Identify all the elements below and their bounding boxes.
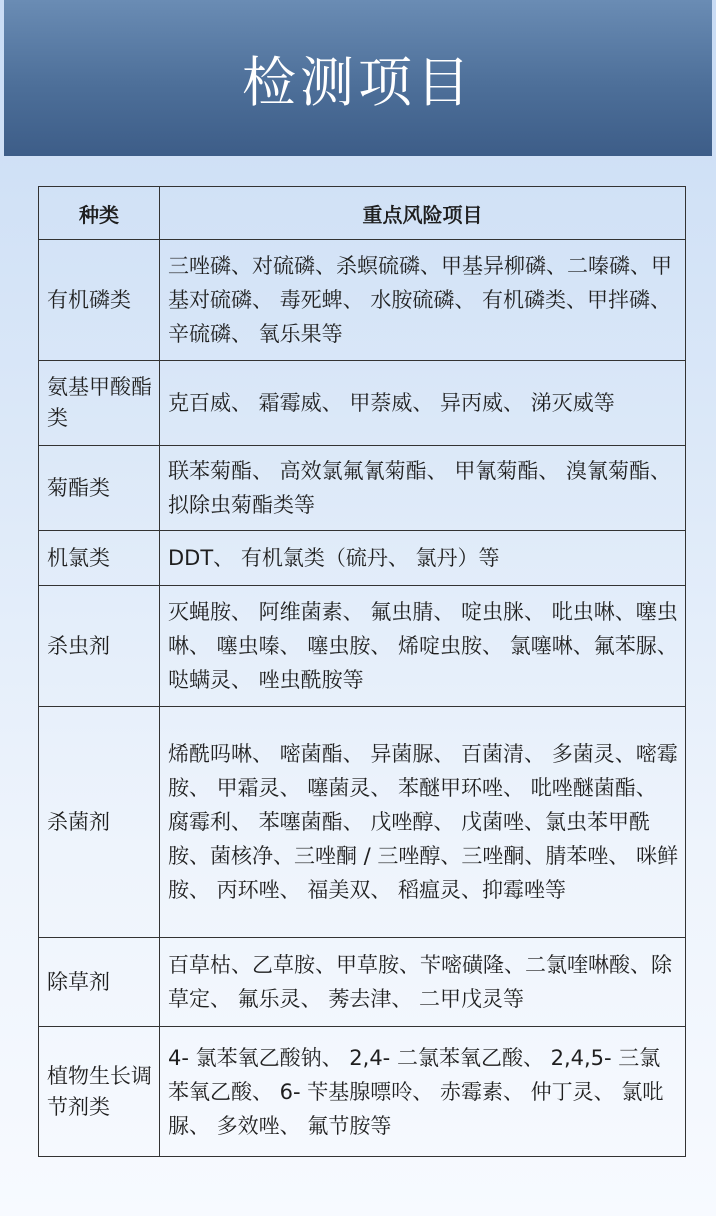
items-cell: 烯酰吗啉、 嘧菌酯、 异菌脲、 百菌清、 多菌灵、嘧霉胺、 甲霜灵、 噻菌灵、 苯醚甲环唑、 吡唑醚菌酯、 腐霉利、 苯噻菌酯、 戊唑醇、 戊菌唑、氯虫苯甲酰胺、菌核净、三唑酮 / 三唑醇、三唑酮、腈苯唑、 咪鲜胺、 丙环唑、 福美双、 稻瘟灵、抑霉唑等 [160,707,686,938]
items-cell: 联苯菊酯、 高效氯氟氰菊酯、 甲氰菊酯、 溴氰菊酯、 拟除虫菊酯类等 [160,446,686,531]
table-row [39,361,686,446]
table-header-row [39,187,686,240]
category-cell: 杀虫剂 [39,586,160,707]
column-header-items: 重点风险项目 [160,187,686,240]
table-row [39,707,686,938]
table-row [39,938,686,1027]
detection-table [38,186,686,1157]
category-cell: 有机磷类 [39,240,160,361]
table-row [39,586,686,707]
items-cell: DDT、 有机氯类（硫丹、 氯丹）等 [160,531,686,586]
category-cell: 机氯类 [39,531,160,586]
items-cell: 克百威、 霜霉威、 甲萘威、 异丙威、 涕灭威等 [160,361,686,446]
category-cell: 氨基甲酸酯类 [39,361,160,446]
category-cell: 除草剂 [39,938,160,1027]
table-row [39,531,686,586]
table-row [39,240,686,361]
category-cell: 杀菌剂 [39,707,160,938]
items-cell: 百草枯、乙草胺、甲草胺、苄嘧磺隆、二氯喹啉酸、除草定、 氟乐灵、 莠去津、 二甲戊灵等 [160,938,686,1027]
detection-table-container [38,186,686,1157]
page-title: 检测项目 [242,50,474,114]
title-banner [4,0,712,156]
items-cell: 4- 氯苯氧乙酸钠、 2,4- 二氯苯氧乙酸、 2,4,5- 三氯苯氧乙酸、 6- 苄基腺嘌呤、 赤霉素、 仲丁灵、 氯吡脲、 多效唑、 氟节胺等 [160,1027,686,1157]
items-cell: 灭蝇胺、 阿维菌素、 氟虫腈、 啶虫脒、 吡虫啉、噻虫啉、 噻虫嗪、 噻虫胺、 烯啶虫胺、 氯噻啉、氟苯脲、 哒螨灵、 唑虫酰胺等 [160,586,686,707]
table-row [39,446,686,531]
table-row [39,1027,686,1157]
items-cell: 三唑磷、对硫磷、杀螟硫磷、甲基异柳磷、二嗪磷、甲基对硫磷、 毒死蜱、 水胺硫磷、 有机磷类、甲拌磷、 辛硫磷、 氧乐果等 [160,240,686,361]
category-cell: 植物生长调节剂类 [39,1027,160,1157]
category-cell: 菊酯类 [39,446,160,531]
column-header-category: 种类 [39,187,160,240]
